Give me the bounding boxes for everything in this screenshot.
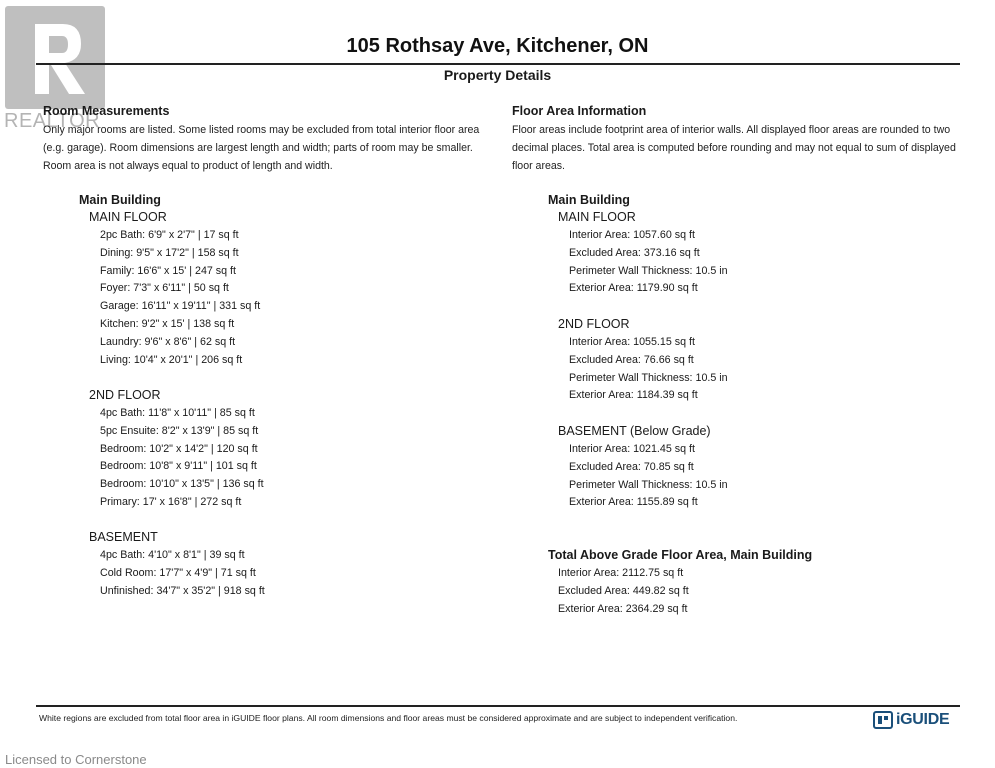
area-row: Excluded Area: 70.85 sq ft [569, 460, 694, 473]
room-list-main [100, 227, 260, 369]
area-row: Interior Area: 1057.60 sq ft [569, 229, 695, 241]
room-row: Bedroom: 10'2" x 14'2" | 120 sq ft [100, 442, 258, 455]
room-row: Laundry: 9'6" x 8'6" | 62 sq ft [100, 335, 236, 348]
total-row: Interior Area: 2112.75 sq ft [558, 567, 684, 579]
room-row: 4pc Bath: 4'10" x 8'1" | 39 sq ft [100, 549, 245, 561]
area-row: Excluded Area: 373.16 sq ft [569, 246, 700, 259]
room-row: Bedroom: 10'8" x 9'11" | 101 sq ft [100, 460, 257, 473]
top-divider [36, 63, 960, 65]
area-list-second [569, 334, 728, 405]
room-row: Garage: 16'11" x 19'11" | 331 sq ft [100, 300, 261, 313]
realtor-logo-word: REALTOR [4, 110, 101, 132]
room-list-basement [100, 547, 265, 600]
area-list-basement [569, 441, 728, 512]
note-line: Only major rooms are listed. Some listed rooms may be excluded from total interior floor area [43, 124, 480, 136]
total-area-list [558, 565, 689, 618]
room-row: Foyer: 7'3" x 6'11" | 50 sq ft [100, 282, 229, 295]
total-area-heading: Total Above Grade Floor Area, Main Building [548, 548, 813, 562]
room-floor-basement: BASEMENT [89, 530, 158, 544]
room-row: 2pc Bath: 6'9" x 2'7" | 17 sq ft [100, 229, 239, 241]
iguide-mark-icon [873, 711, 893, 729]
room-row: 4pc Bath: 11'8" x 10'11" | 85 sq ft [100, 407, 255, 419]
room-measurements-note [43, 121, 479, 175]
room-floor-second: 2ND FLOOR [89, 388, 161, 402]
area-row: Excluded Area: 76.66 sq ft [569, 353, 694, 366]
floor-area-heading: Floor Area Information [512, 104, 647, 118]
bottom-divider [36, 705, 960, 707]
room-list-second [100, 405, 264, 512]
area-floor-main: MAIN FLOOR [558, 210, 636, 224]
room-measurements-heading: Room Measurements [43, 104, 170, 118]
area-row: Exterior Area: 1155.89 sq ft [569, 496, 698, 509]
area-floor-basement: BASEMENT (Below Grade) [558, 424, 711, 438]
area-floor-second: 2ND FLOOR [558, 317, 630, 331]
room-row: Living: 10'4" x 20'1" | 206 sq ft [100, 353, 243, 366]
footer-disclaimer: White regions are excluded from total floor area in iGUIDE floor plans. All room dimensions and floor areas must be considered approximate and are subject to independent verification. [39, 713, 738, 723]
total-row: Excluded Area: 449.82 sq ft [558, 584, 689, 597]
licensed-watermark: Licensed to Cornerstone [5, 752, 147, 767]
room-row: Kitchen: 9'2" x 15' | 138 sq ft [100, 317, 235, 330]
area-building-name: Main Building [548, 193, 630, 207]
area-row: Perimeter Wall Thickness: 10.5 in [569, 478, 728, 491]
note-line: Floor areas include footprint area of interior walls. All displayed floor areas are rounded to two [512, 124, 951, 136]
room-row: Unfinished: 34'7" x 35'2" | 918 sq ft [100, 584, 265, 597]
room-row: 5pc Ensuite: 8'2" x 13'9" | 85 sq ft [100, 424, 259, 437]
room-row: Cold Room: 17'7" x 4'9" | 71 sq ft [100, 566, 256, 579]
note-line: floor areas. [512, 160, 565, 172]
note-line: Room area is not always equal to product of length and width. [43, 160, 333, 172]
page-subtitle: Property Details [443, 67, 552, 83]
room-row: Primary: 17' x 16'8" | 272 sq ft [100, 495, 242, 508]
note-line: decimal places. Total area is computed before rounding and may not equal to sum of displayed [512, 142, 956, 154]
area-list-main [569, 227, 728, 298]
room-row: Bedroom: 10'10" x 13'5" | 136 sq ft [100, 478, 264, 491]
area-row: Interior Area: 1021.45 sq ft [569, 443, 695, 455]
area-row: Perimeter Wall Thickness: 10.5 in [569, 264, 728, 277]
area-row: Exterior Area: 1184.39 sq ft [569, 389, 698, 402]
iguide-wordmark: iGUIDE [896, 711, 950, 728]
iguide-logo [873, 709, 949, 731]
room-row: Dining: 9'5" x 17'2" | 158 sq ft [100, 246, 239, 259]
note-line: (e.g. garage). Room dimensions are largest length and width; parts of room may be smaller. [43, 142, 473, 154]
area-row: Interior Area: 1055.15 sq ft [569, 336, 695, 348]
page-title: 105 Rothsay Ave, Kitchener, ON [346, 35, 649, 57]
area-row: Perimeter Wall Thickness: 10.5 in [569, 371, 728, 384]
room-floor-main: MAIN FLOOR [89, 210, 167, 224]
total-row: Exterior Area: 2364.29 sq ft [558, 602, 688, 615]
room-row: Family: 16'6" x 15' | 247 sq ft [100, 264, 236, 277]
room-building-name: Main Building [79, 193, 161, 207]
floor-area-note [512, 121, 956, 175]
area-row: Exterior Area: 1179.90 sq ft [569, 282, 698, 295]
